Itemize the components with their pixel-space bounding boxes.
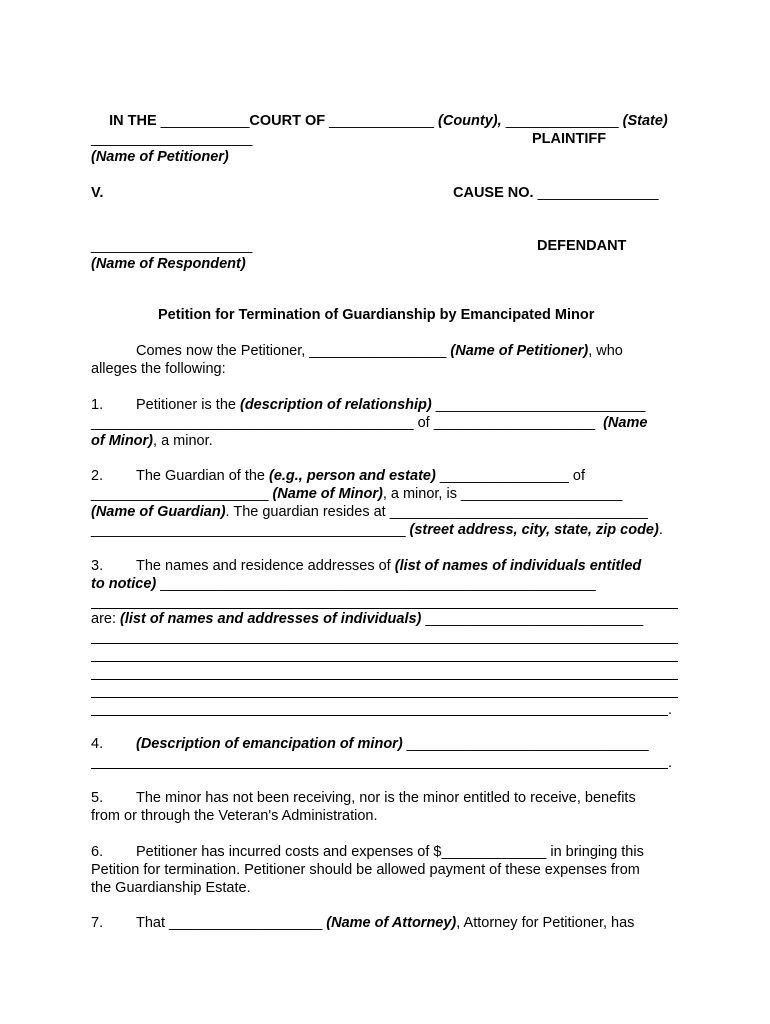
notice-list-label-start: (list of names of individuals entitled <box>394 558 642 574</box>
address-label: (street address, city, state, zip code) <box>405 522 659 538</box>
para-4-line-1 <box>136 735 649 753</box>
para-5-line-1: The minor has not been receiving, nor is the minor entitled to receive, benefits <box>136 790 636 806</box>
address-blank: _______________________________________ <box>91 522 406 538</box>
minor-name-label-start: (Name <box>595 415 648 431</box>
para-3-line-1 <box>136 557 641 575</box>
defendant-label: DEFENDANT <box>537 238 627 254</box>
para-3-number: 3. <box>91 558 104 574</box>
respondent-name-blank: ____________________ <box>91 238 253 254</box>
relationship-blank: __________________________ <box>431 397 646 413</box>
guardian-blank: , a minor, is ____________________ <box>382 486 623 502</box>
para-3-line-4 <box>91 610 643 628</box>
para-2-text: The Guardian of the <box>136 468 269 484</box>
para-6-line-2: Petition for termination. Petitioner should be allowed payment of these expenses from <box>91 862 640 878</box>
para-6-line-1: Petitioner has incurred costs and expenses of $_____________ in bringing this <box>136 844 644 860</box>
intro-line-1 <box>136 342 623 360</box>
para-3-period: . <box>668 702 673 718</box>
para-3-line-2 <box>91 575 596 593</box>
versus-label: V. <box>91 185 104 201</box>
intro-petitioner-label: (Name of Petitioner) <box>446 343 589 359</box>
para-1-line-2 <box>91 414 647 432</box>
para-7-number: 7. <box>91 915 104 931</box>
are-text: are: <box>91 611 121 627</box>
minor-label: (Name of Minor) <box>268 486 383 502</box>
addresses-rule-5 <box>91 715 668 716</box>
guardianship-type-label: (e.g., person and estate) <box>269 468 436 484</box>
notice-list-blank: ______________________________________________________ <box>156 576 596 592</box>
emancipation-rule <box>91 768 668 769</box>
petitioner-name-blank: ____________________ <box>91 131 253 147</box>
petitioner-name-label: (Name of Petitioner) <box>91 149 229 165</box>
respondent-name-label: (Name of Respondent) <box>91 256 246 272</box>
para-5-line-2: from or through the Veteran's Administration. <box>91 808 378 824</box>
intro-text-end: , who <box>588 343 623 359</box>
a-minor-text: , a minor. <box>153 433 213 449</box>
guardianship-type-blank: ________________ of <box>435 468 585 484</box>
relationship-blank-2: ________________________________________ <box>91 415 414 431</box>
emancipation-label: (Description of emancipation of minor) <box>136 736 403 752</box>
document-title: Petition for Termination of Guardianship by Emancipated Minor <box>158 307 595 323</box>
intro-petitioner-blank: _________________ <box>309 343 447 359</box>
para-1-line-3 <box>91 432 213 450</box>
para-2-line-3 <box>91 503 648 521</box>
minor-blank: ______________________ <box>91 486 269 502</box>
intro-text: Comes now the Petitioner, <box>136 343 310 359</box>
plaintiff-label: PLAINTIFF <box>532 131 607 147</box>
of-text: of <box>413 415 434 431</box>
para-6-line-3: the Guardianship Estate. <box>91 880 251 896</box>
state-label: (State) <box>618 113 668 129</box>
addresses-list-blank: ___________________________ <box>421 611 644 627</box>
relationship-label: (description of relationship) <box>239 397 432 413</box>
cause-number <box>453 184 659 202</box>
notice-list-label-end: to notice) <box>91 576 157 592</box>
cause-number-blank: _______________ <box>537 185 659 201</box>
para-7-line-1 <box>136 914 634 932</box>
para-2-number: 2. <box>91 468 104 484</box>
para-1-number: 1. <box>91 397 104 413</box>
para-5-number: 5. <box>91 790 104 806</box>
addresses-rule-2 <box>91 661 678 662</box>
para-4-period: . <box>668 755 673 771</box>
intro-line-2: alleges the following: <box>91 361 226 377</box>
attorney-text: , Attorney for Petitioner, has <box>456 915 635 931</box>
address-period: . <box>658 522 663 538</box>
minor-name-label-end: of Minor) <box>91 433 154 449</box>
court-of: COURT OF <box>249 113 330 129</box>
para-1-text: Petitioner is the <box>136 397 240 413</box>
para-2-line-4 <box>91 521 663 539</box>
addresses-rule-1 <box>91 643 678 644</box>
court-prefix: IN THE <box>109 113 161 129</box>
guardian-resides-text: . The guardian resides at ________________________________ <box>225 504 648 520</box>
para-2-line-2 <box>91 485 622 503</box>
state-blank: ______________ <box>505 113 619 129</box>
notice-list-rule <box>91 608 678 609</box>
attorney-blank: That ___________________ <box>136 915 327 931</box>
cause-number-label: CAUSE NO. <box>453 185 538 201</box>
addresses-rule-4 <box>91 697 678 698</box>
county-blank: _____________ <box>329 113 434 129</box>
para-6-number: 6. <box>91 844 104 860</box>
para-4-number: 4. <box>91 736 104 752</box>
county-label: (County), <box>434 113 506 129</box>
addresses-rule-3 <box>91 679 678 680</box>
court-blank: ___________ <box>160 113 250 129</box>
minor-name-blank: ____________________ <box>433 415 596 431</box>
addresses-list-label: (list of names and addresses of individuals) <box>120 611 422 627</box>
para-3-text: The names and residence addresses of <box>136 558 395 574</box>
emancipation-blank: ______________________________ <box>402 736 649 752</box>
guardian-label: (Name of Guardian) <box>91 504 226 520</box>
para-2-line-1 <box>136 467 585 485</box>
attorney-label: (Name of Attorney) <box>326 915 457 931</box>
para-1-line-1 <box>136 396 645 414</box>
